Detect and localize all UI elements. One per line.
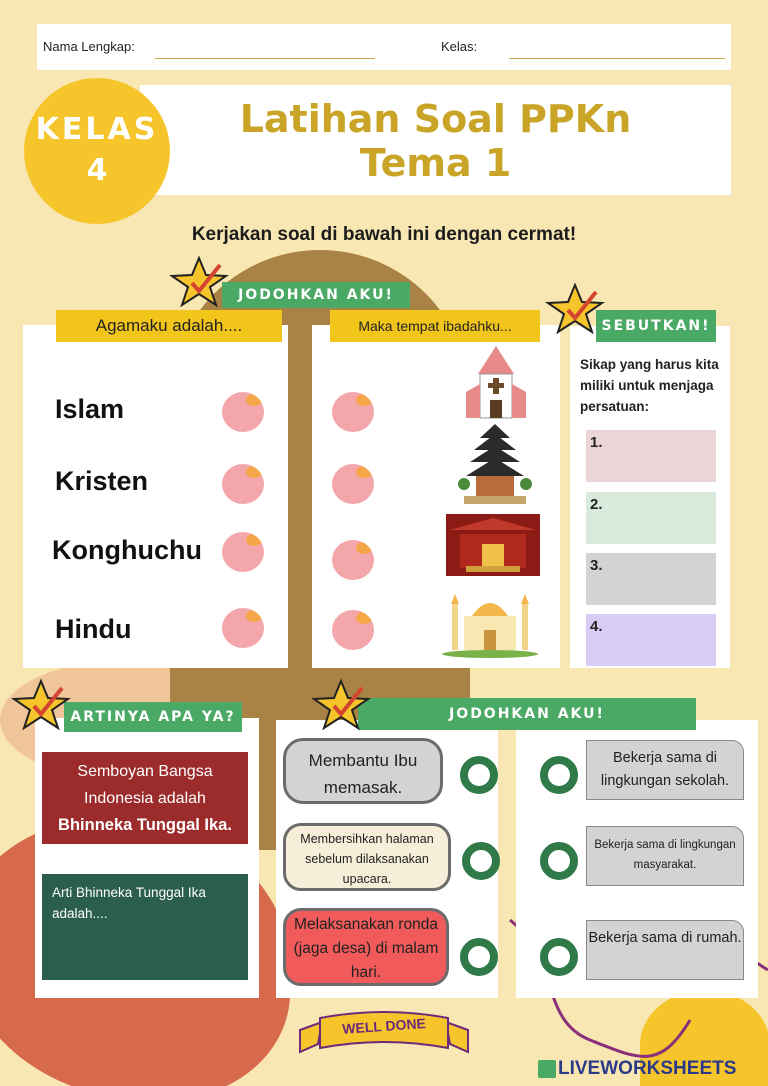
name-input[interactable]	[155, 58, 375, 59]
religion-label: Konghuchu	[52, 535, 202, 565]
brand-name: LIVEWORKSHEETS	[558, 1058, 737, 1079]
match-ring[interactable]	[540, 938, 578, 976]
grade-badge	[24, 78, 170, 224]
worship-header: Maka tempat ibadahku...	[330, 310, 540, 342]
star-icon	[168, 255, 230, 307]
instruction: Kerjakan soal di bawah ini dengan cermat!	[191, 224, 577, 245]
class-label: Kelas:	[441, 39, 478, 54]
page-subtitle: Tema 1	[359, 141, 512, 185]
chinese-temple-icon	[446, 514, 540, 576]
brand-logo	[538, 1058, 766, 1082]
meaning-answer-box[interactable]: Arti Bhinneka Tunggal Ika adalah....	[42, 874, 248, 980]
match-dot[interactable]	[332, 392, 374, 432]
answer-field-4[interactable]: 4.	[586, 614, 716, 666]
star-icon	[310, 678, 372, 730]
cooperation-card-3: Bekerja sama di rumah.	[586, 920, 744, 980]
page-title: Latihan Soal PPKn	[239, 97, 632, 141]
church-icon	[464, 344, 528, 420]
activity-card-2: Membersihkan halaman sebelum dilaksanakan upacara.	[283, 823, 451, 891]
answer-field-1[interactable]: 1.	[586, 430, 716, 482]
well-done-text: WELL DONE	[341, 1015, 427, 1037]
match-header: JODOHKAN AKU!	[222, 282, 410, 308]
title-box	[140, 85, 731, 195]
religion-label: Hindu	[55, 614, 132, 644]
match-ring[interactable]	[462, 842, 500, 880]
list-question: Sikap yang harus kita miliki untuk menjaga persatuan:	[580, 357, 719, 414]
motto-text: Semboyan Bangsa Indonesia adalah	[77, 763, 213, 807]
list-header: SEBUTKAN!	[596, 310, 716, 342]
religion-header: Agamaku adalah....	[56, 310, 282, 342]
grade-badge-number: 4	[86, 153, 108, 188]
star-icon	[10, 678, 72, 730]
motto-highlight: Bhinneka Tunggal Ika.	[58, 816, 232, 834]
meaning-header: ARTINYA APA YA?	[64, 702, 242, 732]
activity-card-1: Membantu Ibu memasak.	[283, 738, 443, 804]
mosque-icon	[442, 580, 538, 658]
class-input[interactable]	[509, 58, 725, 59]
religion-label: Islam	[55, 394, 125, 424]
match-ring[interactable]	[540, 842, 578, 880]
temple-icon	[458, 422, 532, 506]
grade-badge-label: KELAS	[35, 112, 159, 147]
answer-field-3[interactable]: 3.	[586, 553, 716, 605]
match2-header: JODOHKAN AKU!	[358, 698, 696, 730]
star-icon	[544, 282, 606, 334]
match-ring[interactable]	[540, 756, 578, 794]
activity-card-3: Melaksanakan ronda (jaga desa) di malam hari.	[283, 908, 449, 986]
religion-label: Kristen	[55, 466, 149, 496]
motto-box	[42, 752, 248, 844]
match-dot[interactable]	[222, 392, 264, 432]
cooperation-card-2: Bekerja sama di lingkungan masyarakat.	[586, 826, 744, 886]
match-dot[interactable]	[332, 464, 374, 504]
match-dot[interactable]	[222, 532, 264, 572]
match-dot[interactable]	[332, 610, 374, 650]
brand-icon	[538, 1060, 556, 1078]
match-dot[interactable]	[222, 464, 264, 504]
match-dot[interactable]	[222, 608, 264, 648]
match-ring[interactable]	[460, 938, 498, 976]
name-bar	[37, 24, 731, 70]
match-ring[interactable]	[460, 756, 498, 794]
name-label: Nama Lengkap:	[43, 39, 135, 54]
answer-field-2[interactable]: 2.	[586, 492, 716, 544]
match-dot[interactable]	[332, 540, 374, 580]
cooperation-card-1: Bekerja sama di lingkungan sekolah.	[586, 740, 744, 800]
